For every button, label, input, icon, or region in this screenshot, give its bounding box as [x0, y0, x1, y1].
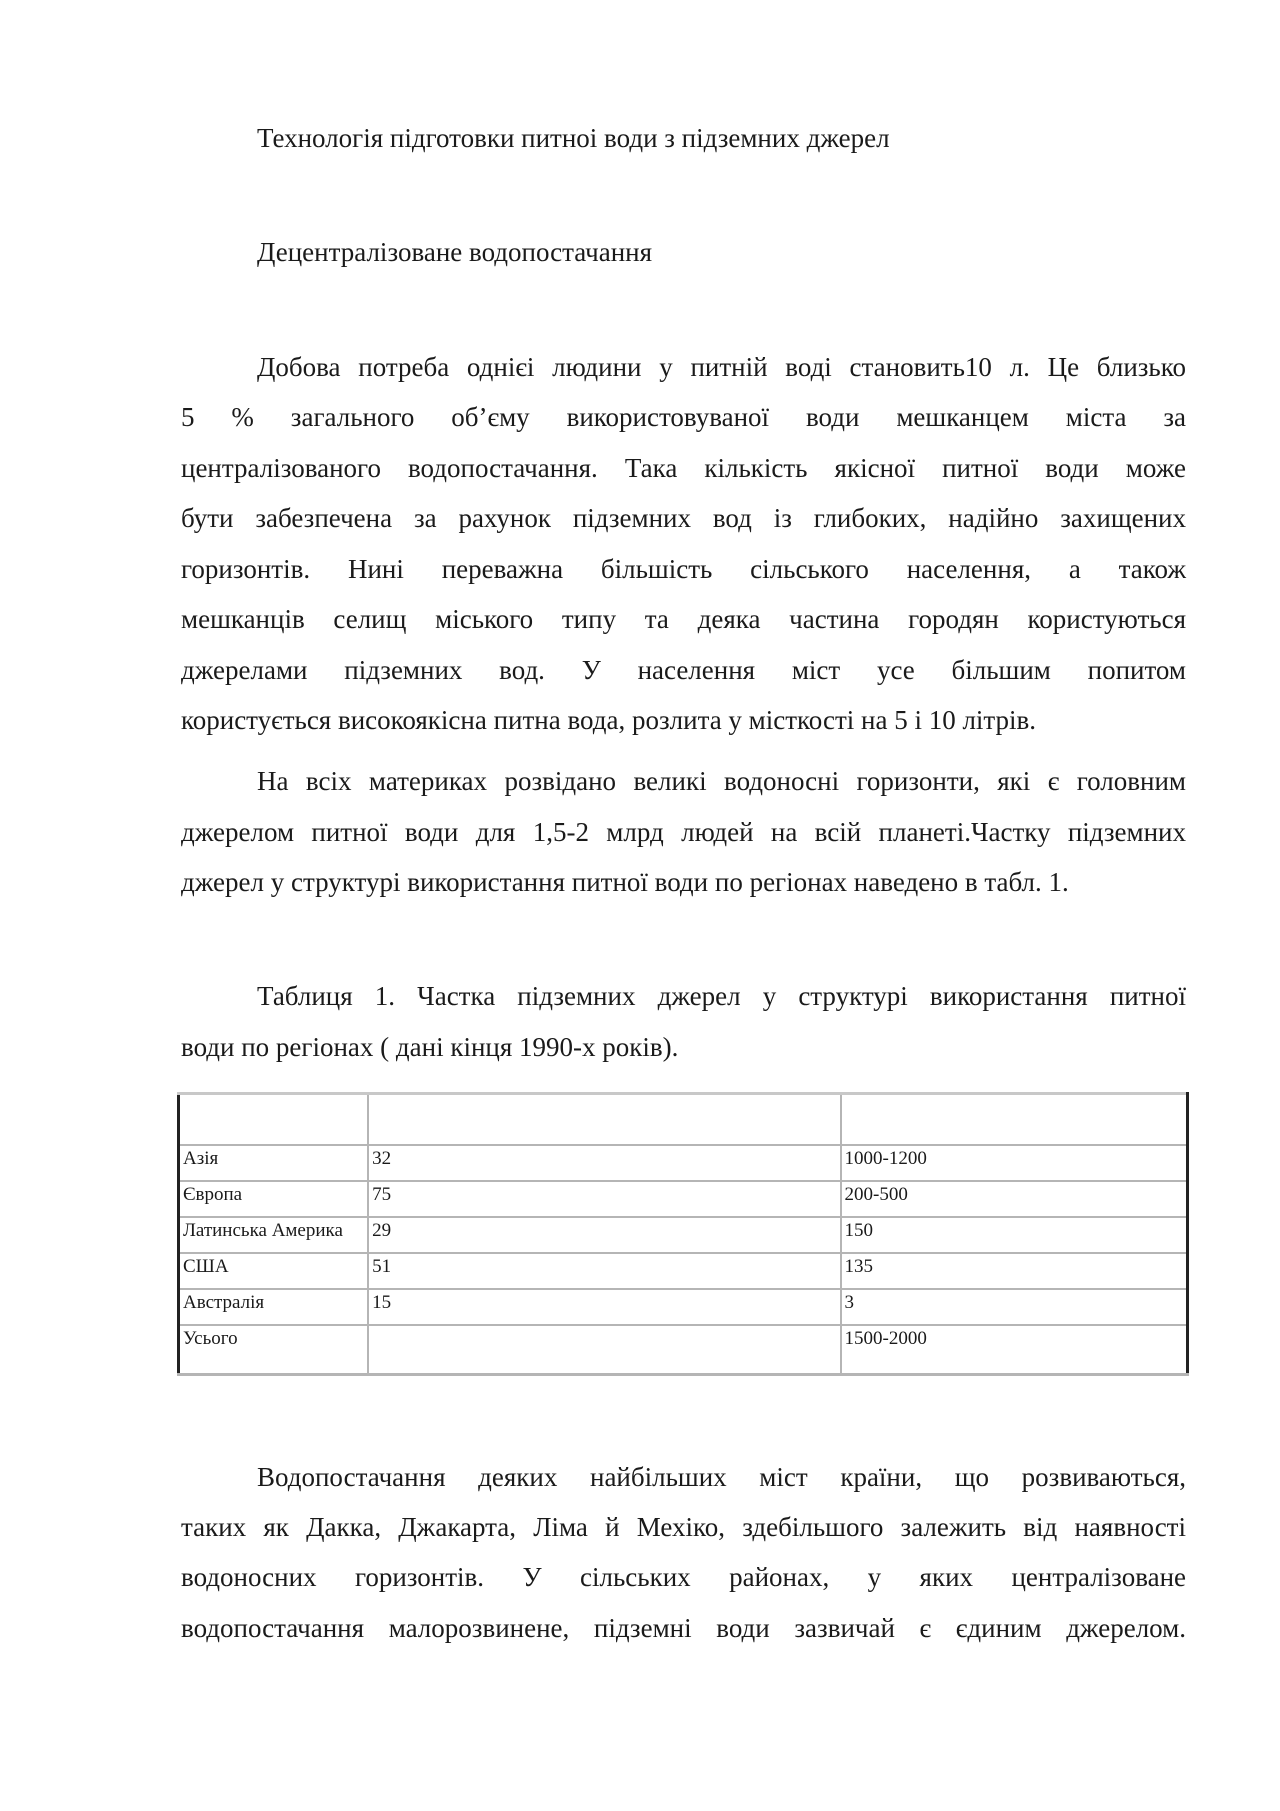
table-cell-share: 51 — [368, 1253, 840, 1289]
table-cell-region: Австралія — [179, 1289, 369, 1325]
paragraph-1-line-6: мешканців селищ міського типу та деяка частина городян користуються — [181, 604, 1186, 634]
table-row — [179, 1181, 1188, 1217]
table-cell-region: Латинська Америка — [179, 1217, 369, 1253]
table-cell-people: 3 — [841, 1289, 1188, 1325]
paragraph-1-line-1: Добова потреба однієі людини у питній воді становить10 л. Це близько — [257, 352, 1186, 382]
section-heading: Децентралізоване водопостачання — [257, 237, 653, 267]
table-cell-share: 32 — [368, 1145, 840, 1181]
table-caption-line-1: Таблиця 1. Частка підземних джерел у структурі використання питної — [257, 981, 1186, 1011]
table-row — [179, 1145, 1188, 1181]
paragraph-2-line-3: джерел у структурі використання питної води по регіонах наведено в табл. 1. — [181, 867, 1069, 897]
table-header-row — [179, 1094, 1188, 1145]
paragraph-3-line-4: водопостачання малорозвинене, підземні води зазвичай є єдиним джерелом. — [181, 1613, 1186, 1643]
table-cell-share: 15 — [368, 1289, 840, 1325]
paragraph-1-line-8: користується високоякісна питна вода, розлита у місткості на 5 і 10 літрів. — [181, 705, 1037, 735]
table-row — [179, 1289, 1188, 1325]
paragraph-1-line-3: централізованого водопостачання. Така кількість якісної питної води може — [181, 453, 1186, 483]
table-header-cell — [368, 1094, 840, 1145]
table-cell-region: Європа — [179, 1181, 369, 1217]
paragraph-3-line-3: водоносних горизонтів. У сільських районах, у яких централізоване — [181, 1562, 1186, 1592]
paragraph-2-line-2: джерелом питної води для 1,5-2 млрд людей на всій планеті.Частку підземних — [181, 817, 1186, 847]
table-header-cell — [179, 1094, 369, 1145]
table-cell-region: Азія — [179, 1145, 369, 1181]
table-cell-share: 29 — [368, 1217, 840, 1253]
table-row — [179, 1253, 1188, 1289]
paragraph-1-line-2: 5 % загального об’єму використовуваної води мешканцем міста за — [181, 402, 1186, 432]
table-cell-region: США — [179, 1253, 369, 1289]
paragraph-3-line-1: Водопостачання деяких найбільших міст країни, що розвиваються, — [257, 1462, 1186, 1492]
paragraph-2-line-1: На всіх материках розвідано великі водоносні горизонти, які є головним — [257, 766, 1186, 796]
table-row — [179, 1217, 1188, 1253]
table-cell-share: 75 — [368, 1181, 840, 1217]
regions-table — [177, 1092, 1189, 1376]
table-row-total — [179, 1325, 1188, 1375]
paragraph-1-line-4: бути забезпечена за рахунок підземних вод із глибоких, надійно захищених — [181, 503, 1186, 533]
paragraph-1-line-5: горизонтів. Нині переважна більшість сільського населення, а також — [181, 554, 1186, 584]
table-cell-region: Усього — [179, 1325, 369, 1375]
document-title: Технологія підготовки питноі води з підземних джерел — [257, 123, 890, 153]
table-cell-people: 150 — [841, 1217, 1188, 1253]
table-header-cell — [841, 1094, 1188, 1145]
paragraph-1-line-7: джерелами підземних вод. У населення міст усе більшим попитом — [181, 655, 1186, 685]
paragraph-3-line-2: таких як Дакка, Джакарта, Ліма й Мехіко, здебільшого залежить від наявності — [181, 1512, 1186, 1542]
table-cell-people: 135 — [841, 1253, 1188, 1289]
table-cell-people: 200-500 — [841, 1181, 1188, 1217]
table-caption-line-2: води по регіонах ( дані кінця 1990-х років). — [181, 1032, 679, 1062]
table-cell-people: 1000-1200 — [841, 1145, 1188, 1181]
table-cell-people: 1500-2000 — [841, 1325, 1188, 1375]
table-cell-share — [368, 1325, 840, 1375]
